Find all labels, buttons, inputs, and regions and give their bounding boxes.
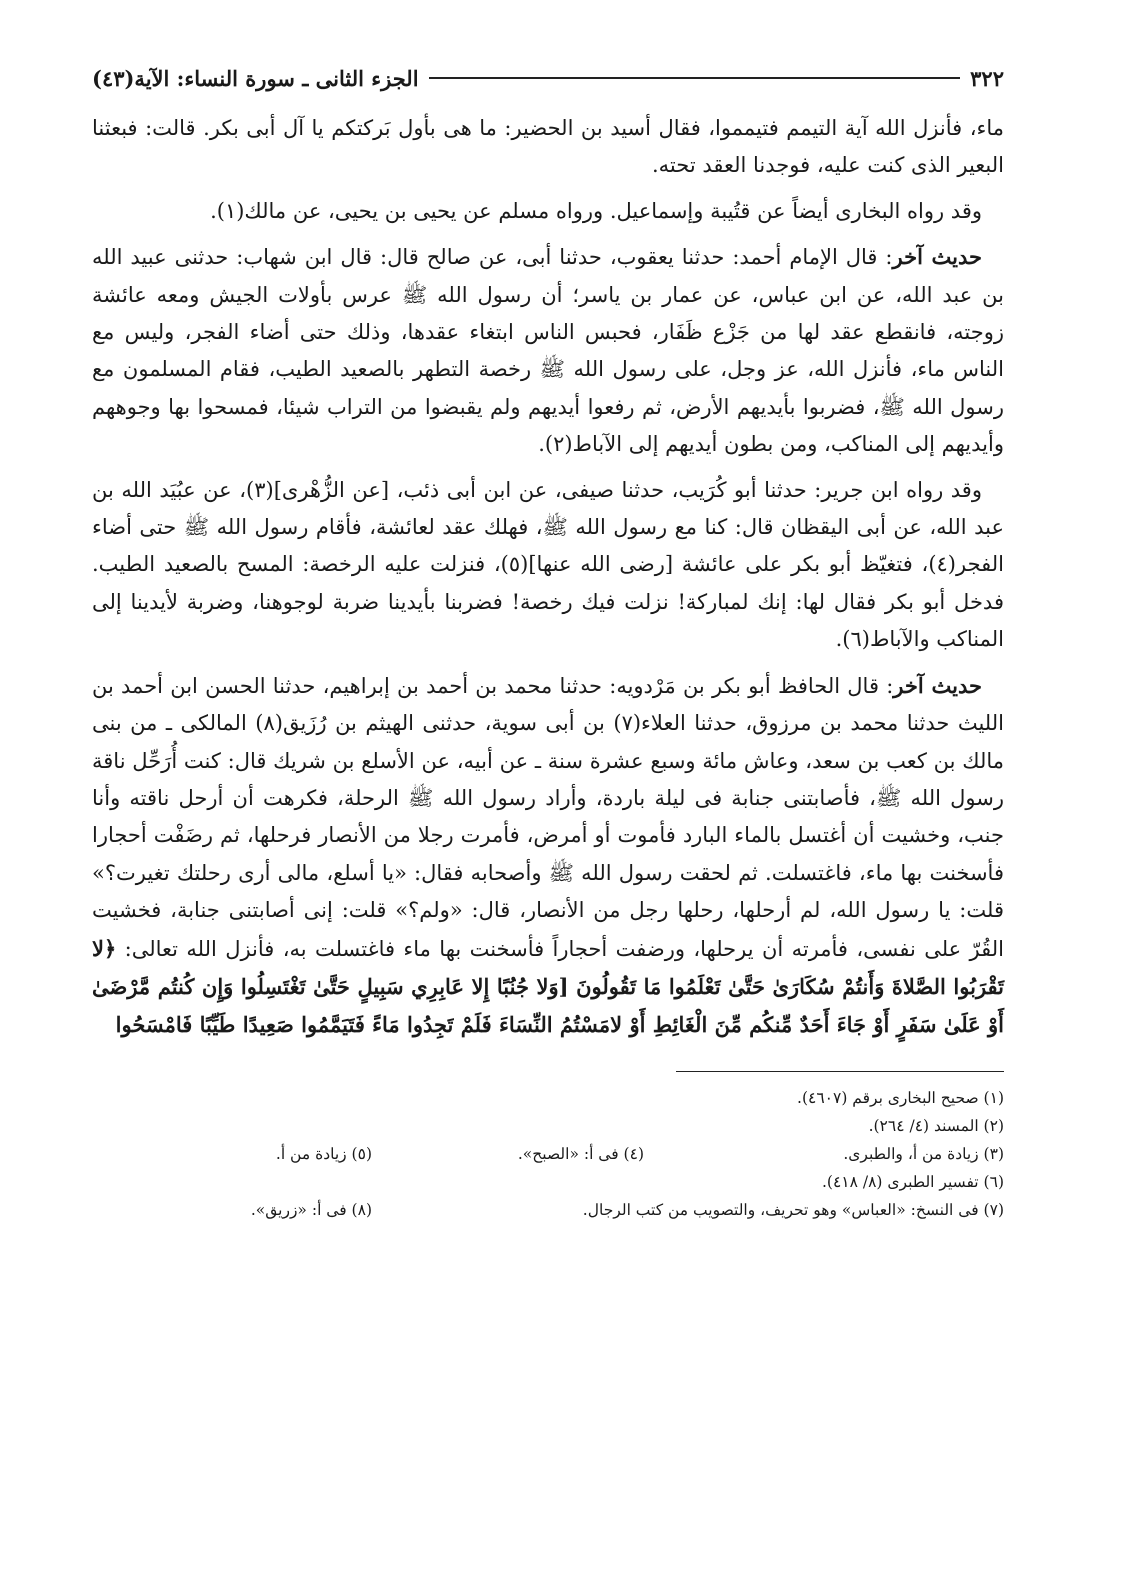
footnote-3: (٣) زيادة من أ، والطبرى. <box>843 1144 1004 1163</box>
hadith-heading: حديث آخر <box>892 244 982 270</box>
paragraph <box>92 667 1004 1045</box>
paragraph-text: : قال الإمام أحمد: حدثنا يعقوب، حدثنا أبى، عن صالح قال: قال ابن شهاب: حدثنى عبيد الله بن عبد الله، عن ابن عباس، عن عمار بن ياسر؛ أن رسول الله ﷺ عرس بأولات الجيش ومعه عائشة زوجته، فانقطع عقد لها من جَزْع ظَفَار، فحبس الناس ابتغاء عقدها، وذلك حتى أضاء الفجر، وليس مع الناس ماء، فأنزل الله، عز وجل، على رسول الله ﷺ رخصة التطهر بالصعيد الطيب، فقام المسلمون مع رسول الله ﷺ، فضربوا بأيديهم الأرض، ثم رفعوا أيديهم ولم يقبضوا من التراب شيئا، فمسحوا بها وجوههم وأيديهم إلى المناكب، ومن بطون أيديهم إلى الآباط(٢). <box>92 245 1004 457</box>
footnote-7: (٧) فى النسخ: «العباس» وهو تحريف، والتصويب من كتب الرجال. <box>582 1200 1004 1219</box>
footnote-row <box>92 1168 1004 1196</box>
paragraph <box>92 193 1004 230</box>
footnote-row <box>92 1140 1004 1168</box>
hadith-heading: حديث آخر <box>893 672 982 698</box>
paragraph-text: وقد رواه ابن جرير: حدثنا أبو كُرَيب، حدثنا صيفى، عن ابن أبى ذئب، [عن الزُّهْرى](٣)، عن عبُيَد الله بن عبد الله، عن أبى اليقظان قال: كنا مع رسول الله ﷺ، فهلك عقد لعائشة، فأقام رسول الله ﷺ حتى أضاء الفجر(٤)، فتغيّظ أبو بكر على عائشة [رضى الله عنها](٥)، فنزلت عليه الرخصة: المسح بالصعيد الطيب. فدخل أبو بكر فقال لها: إنك لمباركة! نزلت فيك رخصة! فضربنا بأيدينا ضربة لوجوهنا، وضربة لأيدينا إلى المناكب والآباط(٦). <box>92 477 1004 652</box>
footnote-8: (٨) فى أ: «زريق». <box>250 1200 372 1219</box>
footnote-1: (١) صحيح البخارى برقم (٤٦٠٧). <box>797 1088 1004 1107</box>
paragraph-text: ماء، فأنزل الله آية التيمم فتيمموا، فقال أسيد بن الحضير: ما هى بأول بَركتكم يا آل أبى بكر. قالت: فبعثنا البعير الذى كنت عليه، فوجدنا العقد تحته. <box>92 116 1004 178</box>
footnote-4: (٤) فى أ: «الصبح». <box>517 1144 644 1163</box>
footnote-row <box>92 1196 1004 1224</box>
paragraph <box>92 238 1004 463</box>
footnotes <box>92 1084 1004 1224</box>
footnote-2: (٢) المسند (٤/ ٢٦٤). <box>868 1116 1004 1135</box>
main-text <box>92 110 1004 1045</box>
page-number: ٣٢٢ <box>970 65 1004 91</box>
paragraph <box>92 472 1004 659</box>
paragraph-text: وقد رواه البخارى أيضاً عن قتُيبة وإسماعيل. ورواه مسلم عن يحيى بن يحيى، عن مالك(١). <box>210 198 982 223</box>
footnote-5: (٥) زيادة من أ. <box>275 1144 372 1163</box>
running-title: الجزء الثانى ـ سورة النساء: الآية(٤٣) <box>92 65 419 91</box>
footnote-row <box>92 1084 1004 1112</box>
footnote-rule <box>676 1071 1004 1072</box>
footnote-6: (٦) تفسير الطبرى (٨/ ٤١٨). <box>821 1172 1004 1191</box>
footnote-row <box>92 1112 1004 1140</box>
header-rule <box>429 77 961 79</box>
quran-verse: ﴿لا تَقْرَبُوا الصَّلاةَ وَأَنتُمْ سُكَارَىٰ حَتَّىٰ تَعْلَمُوا مَا تَقُولُونَ [وَلا جُنُبًا إِلا عَابِرِي سَبِيلٍ حَتَّىٰ تَغْتَسِلُوا وَإِن كُنتُم مَّرْضَىٰ أَوْ عَلَىٰ سَفَرٍ أَوْ جَاءَ أَحَدٌ مِّنكُم مِّنَ الْغَائِطِ أَوْ لامَسْتُمُ النِّسَاءَ فَلَمْ تَجِدُوا مَاءً فَتَيَمَّمُوا صَعِيدًا طَيِّبًا فَامْسَحُوا <box>92 935 1004 1038</box>
page-header <box>92 60 1004 96</box>
paragraph <box>92 110 1004 185</box>
paragraph-text: : قال الحافظ أبو بكر بن مَرْدويه: حدثنا محمد بن أحمد بن إبراهيم، حدثنا الحسن ابن أحمد بن الليث حدثنا محمد بن مرزوق، حدثنا العلاء(٧) بن أبى سوية، حدثنى الهيثم بن رُزَيق(٨) المالكى ـ من بنى مالك بن كعب بن سعد، وعاش مائة وسبع عشرة سنة ـ عن أبيه، عن الأسلع بن شريك قال: كنت أُرَحِّل ناقة رسول الله ﷺ، فأصابتنى جنابة فى ليلة باردة، وأراد رسول الله ﷺ الرحلة، فكرهت أن أرحل ناقته وأنا جنب، وخشيت أن أغتسل بالماء البارد فأموت أو أمرض، فأمرت رجلا من الأنصار فرحلها، ثم رضَفْت أحجارا فأسخنت بها ماء، فاغتسلت. ثم لحقت رسول الله ﷺ وأصحابه فقال: «يا أسلع، مالى أرى رحلتك تغيرت؟» قلت: يا رسول الله، لم أرحلها، رحلها رجل من الأنصار، قال: «ولم؟» قلت: إنى أصابتنى جنابة، فخشيت القُرّ على نفسى، فأمرته أن يرحلها، ورضفت أحجاراً فأسخنت بها ماء فاغتسلت به، فأنزل الله تعالى: <box>92 673 1004 961</box>
book-page <box>92 60 1004 1224</box>
